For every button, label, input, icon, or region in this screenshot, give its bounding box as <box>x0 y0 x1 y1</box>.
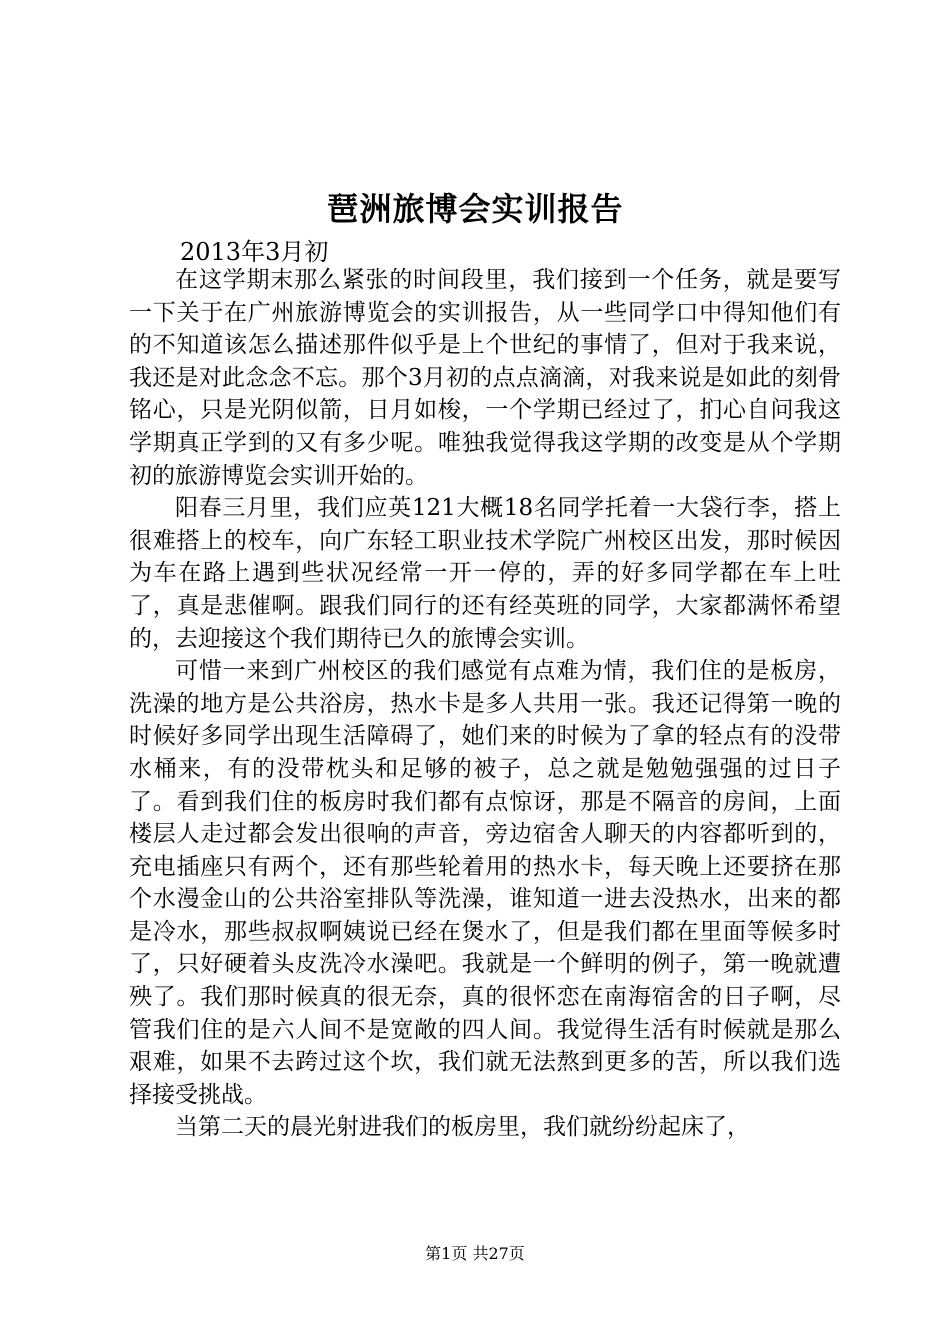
paragraph: 阳春三月里，我们应英121大概18名同学托着一大袋行李，搭上很难搭上的校车，向广东轻工职业技术学院广州校区出发，那时候因为车在路上遇到些状况经常一开一停的，弄的好多同学都在车上吐了，真是悲催啊。跟我们同行的还有经英班的同学，大家都满怀希望的，去迎接这个我们期待已久的旅博会实训。 <box>129 495 841 652</box>
page-number-footer: 第1页 共27页 <box>425 1244 525 1263</box>
paragraph: 当第二天的晨光射进我们的板房里，我们就纷纷起床了， <box>175 1114 750 1141</box>
paragraph: 在这学期末那么紧张的时间段里，我们接到一个任务，就是要写一下关于在广州旅游博览会的实训报告，从一些同学口中得知他们有的不知道该怎么描述那件似乎是上个世纪的事情了，但对于我来说，我还是对此念念不忘。那个3月初的点点滴滴，对我来说是如此的刻骨铭心，只是光阴似箭，日月如梭，一个学期已经过了，扪心自问我这学期真正学到的又有多少呢。唯独我觉得我这学期的改变是从个学期初的旅游博览会实训开始的。 <box>129 267 841 489</box>
document-date: 2013年3月初 <box>180 238 329 266</box>
document-body <box>129 264 841 1144</box>
paragraph: 可惜一来到广州校区的我们感觉有点难为情，我们住的是板房，洗澡的地方是公共浴房，热水卡是多人共用一张。我还记得第一晚的时候好多同学出现生活障碍了，她们来的时候为了拿的轻点有的没带水桶来，有的没带枕头和足够的被子，总之就是勉勉强强的过日子了。看到我们住的板房时我们都有点惊讶，那是不隔音的房间，上面楼层人走过都会发出很响的声音，旁边宿舍人聊天的内容都听到的，充电插座只有两个，还有那些轮着用的热水卡，每天晚上还要挤在那个水漫金山的公共浴室排队等洗澡，谁知道一进去没热水，出来的都是冷水，那些叔叔啊姨说已经在煲水了，但是我们都在里面等候多时了，只好硬着头皮洗冷水澡吧。我就是一个鲜明的例子，第一晚就遭殃了。我们那时候真的很无奈，真的很怀恋在南海宿舍的日子啊，尽管我们住的是六人间不是宽敞的四人间。我觉得生活有时候就是那么艰难，如果不去跨过这个坎，我们就无法熬到更多的苦，所以我们选择接受挑战。 <box>129 658 841 1108</box>
document-title: 琶洲旅博会实训报告 <box>326 190 624 228</box>
